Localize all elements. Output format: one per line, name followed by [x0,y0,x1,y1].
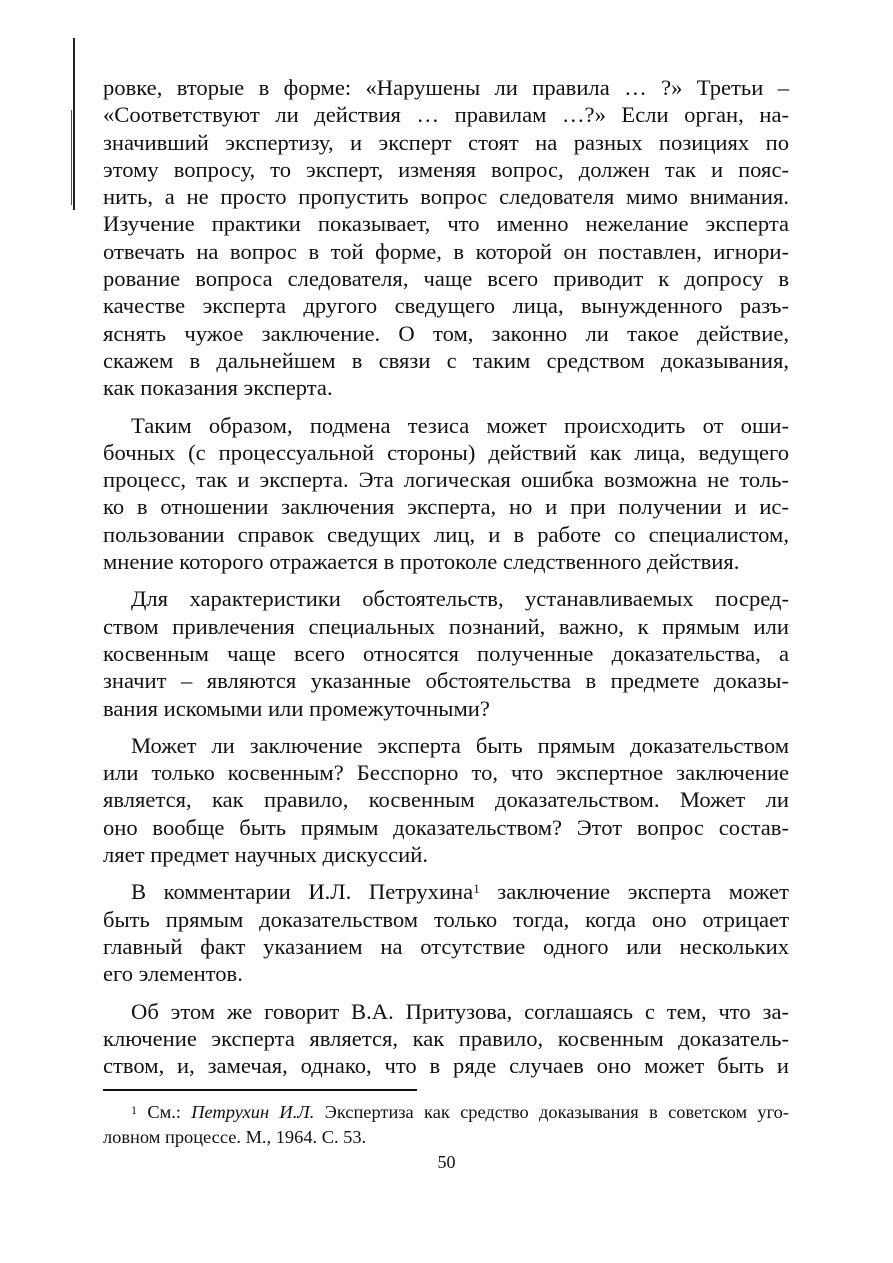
text-line: ровке, вторые в форме: «Нарушены ли правила … ?» Третьи – [103,75,789,100]
text-line: процесс, так и эксперта. Эта логическая ошибка возможна не толь- [103,467,789,493]
footnote-mark: 1 [131,1103,137,1117]
paragraph-1 [103,74,789,402]
text-line: как показания эксперта. [103,375,333,401]
footnote-author: Петрухин И.Л. [191,1102,315,1122]
text-line: ляет предмет научных дискуссий. [103,842,428,868]
paragraph-3 [103,585,789,721]
text-line: «Соответствуют ли действия … правилам …?» Если орган, на- [103,102,789,128]
text-line: оно вообще быть прямым доказательством? Этот вопрос состав- [103,814,789,840]
text-line: или только косвенным? Бесспорно то, что экспертное заключение [103,760,789,786]
text-line: Изучение практики показывает, что именно нежелание эксперта [103,211,789,237]
footnote-reference: 1 [473,881,480,897]
footnote-line: ловном процессе. М., 1964. С. 53. [103,1127,367,1147]
text-fragment: заключение эксперта может [479,879,789,905]
text-line: скажем в дальнейшем в связи с таким средством доказывания, [103,347,789,373]
text-line: нить, а не просто пропустить вопрос следователя мимо внимания. [103,184,789,210]
text-line: бочных (с процессуальной стороны) действий как лица, ведущего [103,439,789,465]
text-line: ключение эксперта является, как правило, косвенным доказатель- [103,1025,789,1051]
text-line: главный факт указанием на отсутствие одного или нескольких [103,933,789,959]
text-line: Для характеристики обстоятельств, устанавливаемых посред- [131,586,789,612]
text-line [103,878,789,905]
paragraph-2 [103,412,789,576]
text-line: ством привлечения специальных познаний, важно, к прямым или [103,613,789,639]
margin-vertical-line [73,38,75,210]
text-line: его элементов. [103,961,243,987]
text-line: косвенным чаще всего относятся полученные доказательства, а [103,640,789,666]
text-line: Таким образом, подмена тезиса может происходить от оши- [131,412,789,438]
text-line: является, как правило, косвенным доказательством. Может ли [103,787,789,813]
footnote-text: Экспертиза как средство доказывания в советском уго- [314,1102,790,1122]
text-line: отвечать на вопрос в той форме, в которой он поставлен, игнори- [103,238,789,264]
text-line: значит – являются указанные обстоятельства в предмете доказы- [103,668,789,694]
text-line: Может ли заключение эксперта быть прямым доказательством [131,732,789,758]
footnote [103,1100,789,1150]
text-line: рование вопроса следователя, чаще всего приводит к допросу в [103,266,789,292]
text-line: быть прямым доказательством только тогда, когда оно отрицает [103,906,789,932]
page-number: 50 [437,1152,456,1172]
text-fragment: В комментарии И.Л. Петрухина [131,879,474,905]
text-line: качестве эксперта другого сведущего лица, вынужденного разъ- [103,293,789,319]
text-line: пользовании справок сведущих лиц, и в работе со специалистом, [103,521,789,547]
text-line: яснять чужое заключение. О том, законно ли такое действие, [103,320,789,346]
text-line: значивший экспертизу, и эксперт стоят на разных позициях по [103,129,789,155]
footnote-separator [103,1089,417,1091]
text-line: ко в отношении заключения эксперта, но и при получении и ис- [103,494,789,520]
paragraph-6 [103,998,789,1080]
paragraph-4 [103,732,789,868]
text-line: мнение которого отражается в протоколе следственного действия. [103,549,740,575]
paragraph-5 [103,878,789,987]
body-text [103,74,789,1079]
margin-vertical-line-thin [71,110,72,205]
footnote-line [103,1100,789,1125]
text-line: вания искомыми или промежуточными? [103,695,490,721]
text-line: этому вопросу, то эксперт, изменяя вопрос, должен так и пояс- [103,156,789,182]
footnote-prefix: См.: [137,1102,192,1122]
text-line: Об этом же говорит В.А. Притузова, соглашаясь с тем, что за- [131,998,789,1024]
text-line: ством, и, замечая, однако, что в ряде случаев оно может быть и [103,1053,789,1079]
